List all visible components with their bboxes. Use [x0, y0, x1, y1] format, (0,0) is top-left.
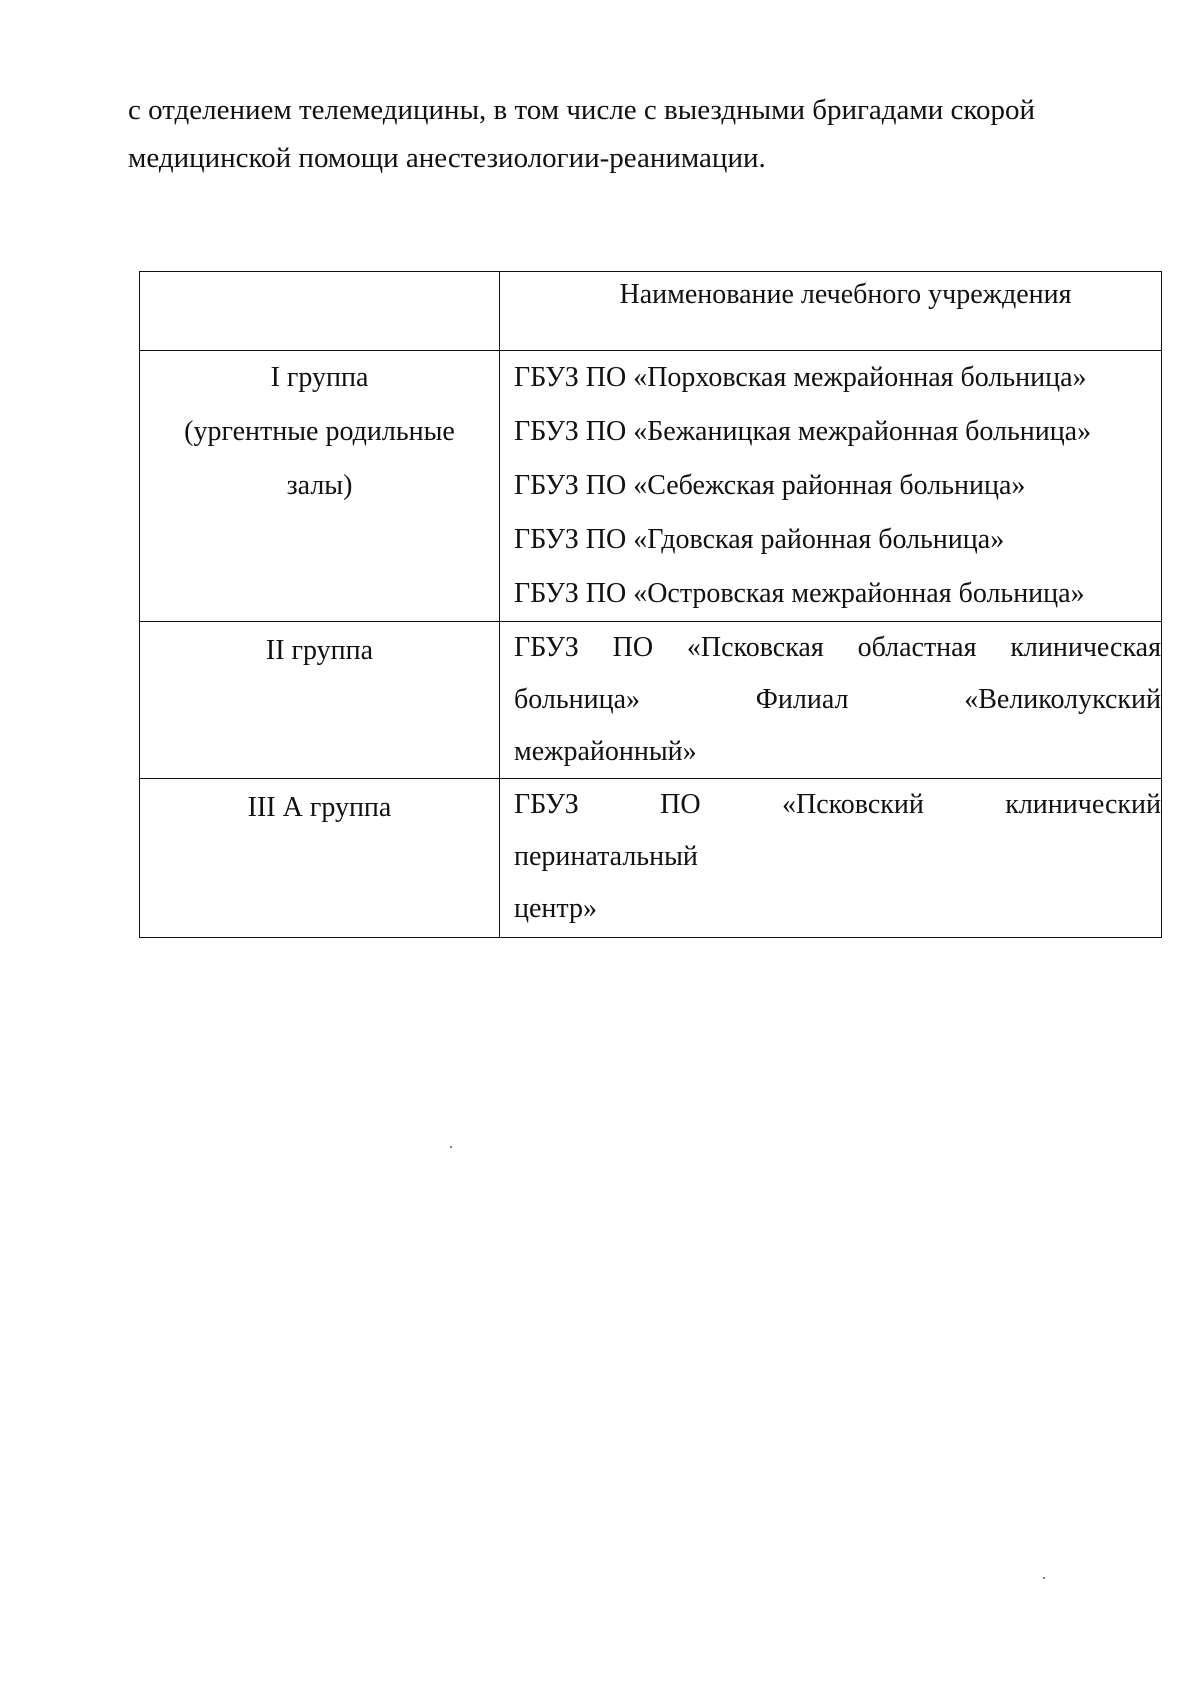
word: ПО: [660, 789, 701, 820]
group-name-line: (ургентные родильные: [184, 416, 455, 447]
institution-text-line: перинатальный: [514, 841, 698, 872]
word: «Великолукский: [964, 684, 1161, 715]
word: «Псковская: [686, 632, 824, 663]
word: «Псковский: [781, 789, 924, 820]
group-name: [140, 622, 499, 678]
table-row: [140, 779, 1162, 938]
institution-item: ГБУЗ ПО «Себежская районная больница»: [514, 470, 1026, 501]
table-row: [140, 351, 1162, 622]
institution-cell: [500, 779, 1162, 938]
group-name-line: III А группа: [247, 792, 392, 823]
institutions-table: [139, 271, 1162, 938]
table-row: [140, 622, 1162, 779]
institution-list: [500, 351, 1161, 621]
institution-cell: [500, 351, 1162, 622]
word: ГБУЗ: [514, 632, 579, 663]
intro-line-1: с отделением телемедицины, в том числе с выездными бригадами скорой: [128, 94, 1036, 126]
institution-item: ГБУЗ ПО «Бежаницкая межрайонная больница»: [514, 416, 1092, 447]
group-name-line: залы): [286, 470, 353, 501]
group-name-line: II группа: [265, 635, 374, 666]
group-cell: [140, 351, 500, 622]
table-header-row: [140, 272, 1162, 351]
group-name-line: I группа: [270, 362, 369, 393]
institution-text-line: межрайонный»: [514, 736, 697, 767]
institution-text-line: [514, 674, 1161, 726]
word: областная: [857, 632, 977, 663]
institution-text: [500, 779, 1161, 935]
group-cell: [140, 622, 500, 779]
word: клинический: [1005, 789, 1161, 820]
institution-item: ГБУЗ ПО «Гдовская районная больница»: [514, 524, 1005, 555]
group-name: [140, 779, 499, 835]
institution-text-line: [514, 779, 1161, 831]
institution-item: ГБУЗ ПО «Порховская межрайонная больница»: [514, 362, 1087, 393]
header-cell-group: [140, 272, 500, 351]
word: клиническая: [1010, 632, 1161, 663]
word: Филиал: [755, 684, 849, 715]
scan-speck: [450, 1146, 452, 1148]
institution-text-line: центр»: [514, 893, 597, 924]
institution-item: ГБУЗ ПО «Островская межрайонная больница»: [514, 578, 1085, 609]
header-institution-label: Наименование лечебного учреждения: [619, 279, 1072, 310]
intro-paragraph: [128, 86, 1108, 182]
institution-text-line: [514, 622, 1161, 674]
group-cell: [140, 779, 500, 938]
word: ГБУЗ: [514, 789, 579, 820]
institution-text: [500, 622, 1161, 778]
header-cell-institution: [500, 272, 1162, 351]
word: больница»: [514, 684, 640, 715]
intro-line-2: медицинской помощи анестезиологии-реанимации.: [128, 142, 766, 174]
institution-cell: [500, 622, 1162, 779]
word: ПО: [612, 632, 654, 663]
scan-speck: [1043, 1577, 1045, 1579]
group-name: [140, 351, 499, 513]
